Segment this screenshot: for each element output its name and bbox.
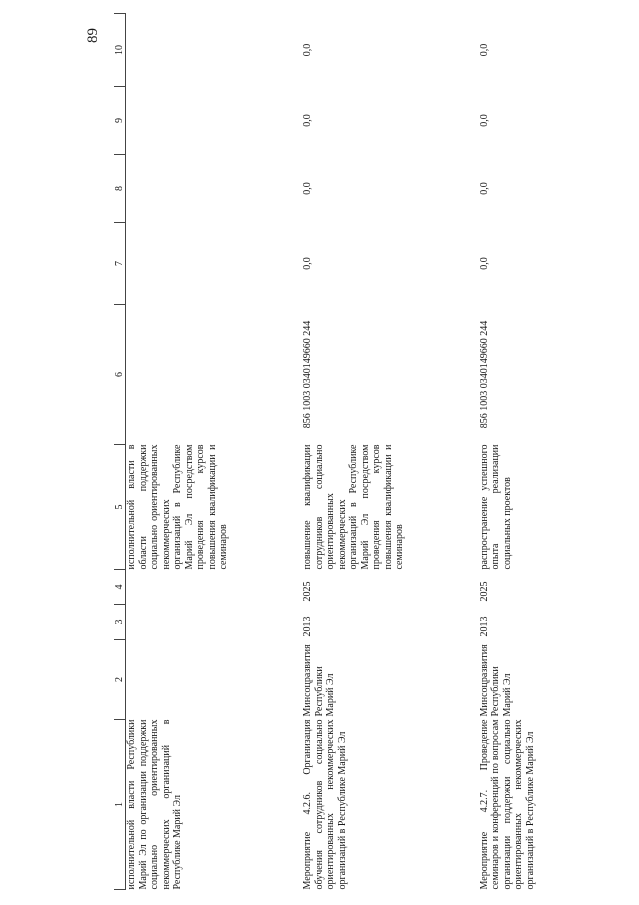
cell-start-year: 2013 (302, 616, 314, 637)
table-row (302, 14, 478, 890)
cell-value (126, 155, 303, 223)
column-header: 9 (114, 87, 126, 155)
column-header: 10 (114, 14, 126, 87)
table-row (126, 14, 303, 890)
cell-end-year: 2025 (302, 581, 314, 602)
cell-value: 0,0 (302, 114, 314, 127)
column-header: 4 (114, 570, 126, 605)
cell-start-year: 2013 (478, 616, 490, 637)
cell-value (126, 14, 303, 87)
cell-value: 0,0 (302, 43, 314, 57)
column-header: 1 (114, 720, 126, 890)
cell-result: распространение успешного опыта реализации социальных проектов (478, 444, 513, 570)
cell-value: 0,0 (302, 257, 314, 270)
cell-executor: Минсоцразвития Республики Марий Эл (478, 644, 513, 717)
cell-description: Мероприятие 4.2.6. Организация обучения сотрудников социально ориентированных некоммерческих организаций в Республике Марий Эл (302, 719, 348, 890)
cell-value: 0,0 (478, 182, 490, 195)
column-header: 3 (114, 605, 126, 640)
cell-value: 0,0 (302, 182, 314, 195)
column-header: 6 (114, 305, 126, 445)
column-header: 8 (114, 155, 126, 223)
cell-budget-code (126, 305, 303, 445)
cell-value: 0,0 (478, 114, 490, 127)
cell-start-year (126, 605, 303, 640)
cell-result: повышение квалификации сотрудников социально ориентированных некоммерческих организаций в Республике Марий Эл посредством проведения курсов повышения квалификации и семинаров (302, 444, 406, 570)
cell-description: исполнительной власти Республики Марий Эл по организации поддержки социально ориентированных некоммерческих организаций в Республике Марий Эл (126, 719, 183, 890)
column-header: 5 (114, 445, 126, 570)
cell-value (126, 87, 303, 155)
page-number: 89 (85, 28, 101, 43)
cell-budget-code: 856 1003 0340149660 244 (478, 320, 490, 429)
column-header: 7 (114, 223, 126, 305)
program-table (114, 13, 624, 890)
cell-end-year: 2025 (478, 581, 490, 602)
cell-value: 0,0 (478, 257, 490, 270)
cell-executor (126, 640, 303, 720)
cell-description: Мероприятие 4.2.7. Проведение семинаров и конференций по вопросам организации поддержки социально ориентированных некоммерческих организаций в Республике Марий Эл (478, 719, 536, 890)
cell-result: исполнительной власти в области поддержки социально ориентированных некоммерческих организаций в Республике Марий Эл посредством проведения курсов повышения квалификации и семинаров (126, 444, 229, 570)
cell-executor: Минсоцразвития Республики Марий Эл (302, 644, 337, 717)
cell-budget-code: 856 1003 0340149660 244 (302, 320, 314, 429)
column-header: 2 (114, 640, 126, 720)
table-row (479, 14, 624, 890)
header-row (114, 14, 126, 890)
cell-value (126, 223, 303, 305)
cell-end-year (126, 570, 303, 605)
cell-value: 0,0 (478, 43, 490, 57)
